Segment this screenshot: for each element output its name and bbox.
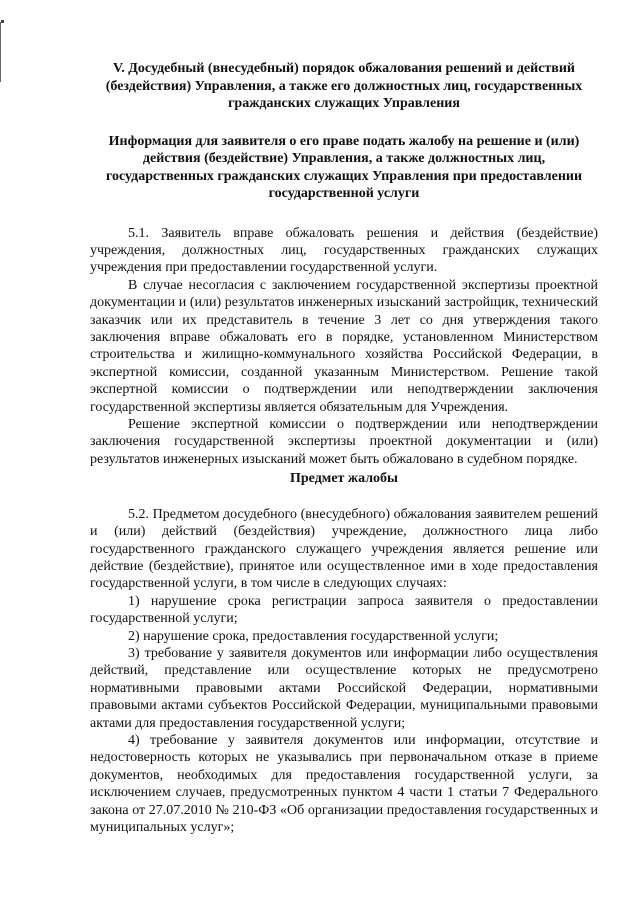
- paragraph: 5.1. Заявитель вправе обжаловать решения и действия (бездействие) учреждения, должностных лиц, государственных гражданских служащих учреждения при предоставлении государственной услуги.: [90, 225, 598, 276]
- list-item: 3) требование у заявителя документов или информации либо осуществления действий, представление или осуществление которых не предусмотрено нормативными правовыми актами Российской Федерации, нормативными правовыми актами субъектов Российской Федерации, муниципальными правовыми актами для предоставления государственной услуги;: [90, 645, 598, 731]
- margin-binding-mark: [0, 22, 5, 82]
- list-item: 2) нарушение срока, предоставления государственной услуги;: [128, 628, 499, 644]
- list-item: 4) требование у заявителя документов или информации, отсутствие и недостоверность которых не указывались при первоначальном отказе в приеме документов, необходимых для предоставления государственной услуги, за исключением случаев, предусмотренных пунктом 4 части 1 статьи 7 Федерального закона от 27.07.2010 № 210-ФЗ «Об организации предоставления государственных и муниципальных услуг»;: [90, 732, 598, 835]
- subject-title: Предмет жалобы: [290, 471, 398, 487]
- list-item: 1) нарушение срока регистрации запроса заявителя о предоставлении государственной услуги;: [90, 593, 598, 627]
- paragraph: В случае несогласия с заключением государственной экспертизы проектной документации и (или) результатов инженерных изысканий застройщик, технический заказчик или их представитель в течение 3 лет со дня утверждения такого заключения вправе обжаловать его в порядке, установленном Министерством строительства и жилищно-коммунального хозяйства Российской Федерации, в экспертной комиссии, созданной указанным Министерством. Решение такой экспертной комиссии о подтверждении или неподтверждении заключения государственной экспертизы является обязательным для Учреждения.: [90, 277, 598, 415]
- info-title: Информация для заявителя о его праве подать жалобу на решение и (или) действия (бездействие) Управления, а также должностных лиц, государственных гражданских служащих Управления при предоставлении государственной услуги: [105, 133, 583, 201]
- section-title: V. Досудебный (внесудебный) порядок обжалования решений и действий (бездействия) Управления, а также его должностных лиц, государственных гражданских служащих Управления: [105, 61, 583, 111]
- margin-dot: [1, 20, 4, 23]
- paragraph: Решение экспертной комиссии о подтверждении или неподтверждении заключения государственной экспертизы проектной документации и (или) результатов инженерных изысканий может быть обжаловано в судебном порядке.: [90, 416, 598, 467]
- paragraph: 5.2. Предметом досудебного (внесудебного) обжалования заявителем решений и (или) действий (бездействия) учреждение, должностного лица либо государственного гражданского служащего учреждения является решение или действие (бездействие), принятое или осуществленное ими в ходе предоставления государственной услуги, в том числе в следующих случаях:: [90, 506, 598, 592]
- document-page: [90, 60, 598, 836]
